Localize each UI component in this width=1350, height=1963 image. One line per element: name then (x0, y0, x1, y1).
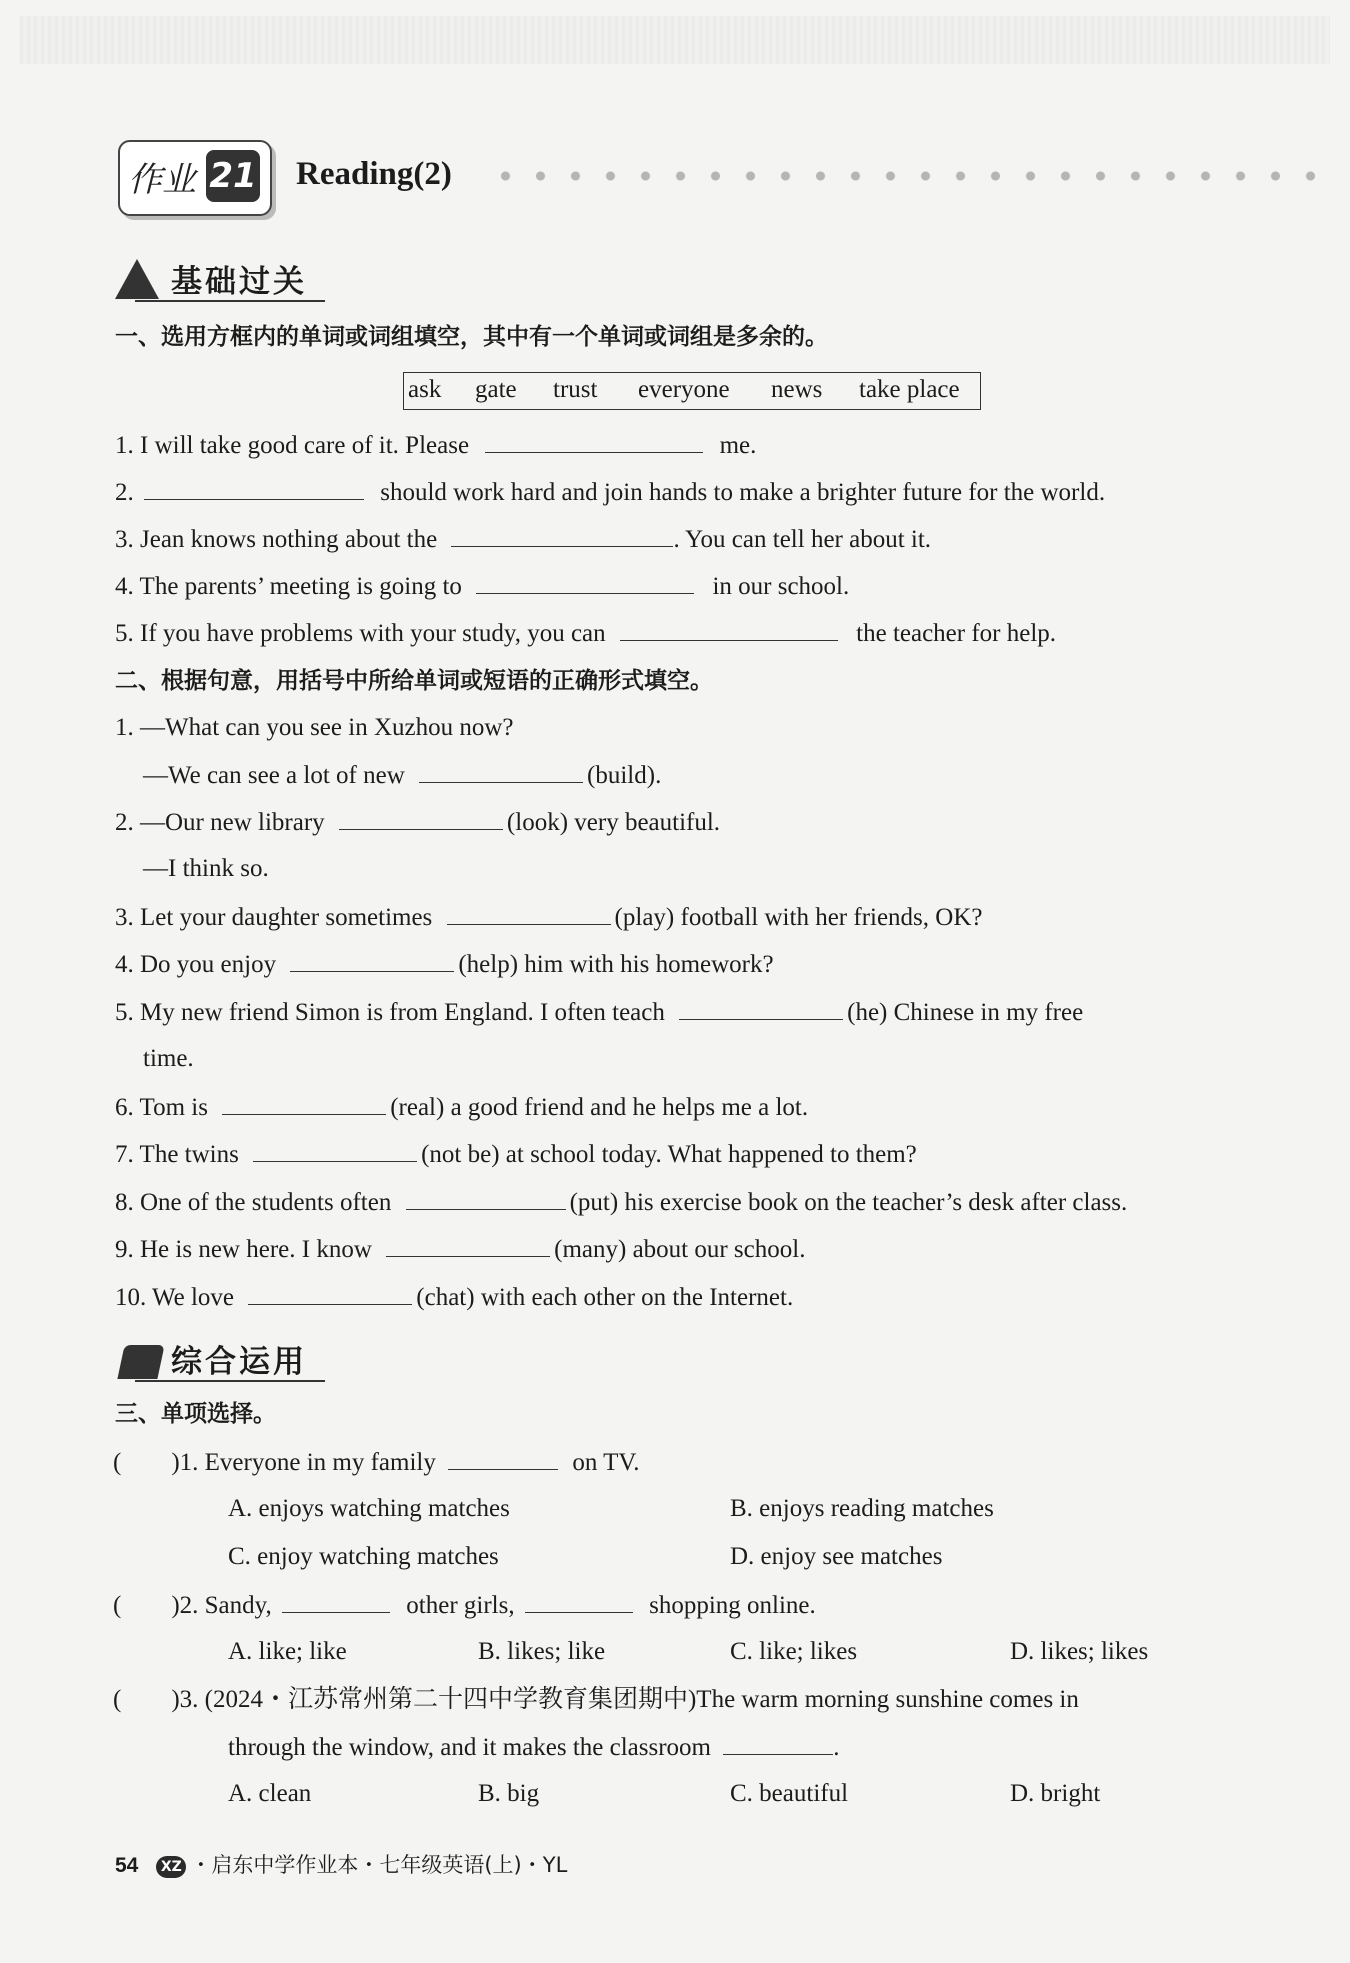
heading-underline (135, 1380, 325, 1382)
question-text: through the window, and it makes the classroom (228, 1734, 712, 1761)
question-text: 5. My new friend Simon is from England. I often teach (115, 999, 665, 1026)
question-line (115, 995, 1083, 1030)
answer-blank[interactable] (476, 569, 694, 594)
option[interactable]: B. enjoys reading matches (730, 1495, 994, 1522)
answer-blank[interactable] (386, 1232, 550, 1257)
publisher-logo-icon: XZ (156, 1856, 186, 1878)
question-text: (build). (587, 762, 662, 789)
question-text: (play) football with her friends, OK? (614, 904, 983, 931)
option[interactable]: C. like; likes (730, 1638, 858, 1665)
answer-blank[interactable] (485, 428, 703, 453)
badge-number: 21 (206, 150, 260, 202)
question-line (115, 900, 983, 935)
option[interactable]: D. bright (1010, 1780, 1101, 1807)
word-bank-item: news (771, 376, 823, 403)
answer-blank[interactable] (406, 1185, 566, 1210)
word-bank-item: trust (553, 376, 598, 403)
answer-blank[interactable] (290, 947, 454, 972)
question-line (115, 616, 1056, 651)
question-text: (real) a good friend and he helps me a lot. (390, 1094, 809, 1121)
question-text: (look) very beautiful. (506, 809, 721, 836)
pen-icon (117, 1345, 164, 1379)
answer-blank[interactable] (222, 1090, 386, 1115)
page-footer (115, 1848, 567, 1883)
question-text: 5. If you have problems with your study, you can (115, 620, 606, 647)
question-text: 8. One of the students often (115, 1189, 392, 1216)
part3-instruction: 三、单项选择。 (115, 1401, 276, 1427)
question-line (115, 947, 774, 982)
answer-blank[interactable] (253, 1137, 417, 1162)
question-text: 3. Jean knows nothing about the (115, 526, 438, 553)
dot-divider (488, 170, 1333, 182)
question-text: 3. Let your daughter sometimes (115, 904, 433, 931)
answer-blank[interactable] (248, 1280, 412, 1305)
question-text: other girls, (406, 1592, 515, 1619)
section-heading-label: 基础过关 (171, 264, 307, 300)
question-text: 4. The parents’ meeting is going to (115, 573, 462, 600)
question-text: on TV. (572, 1449, 640, 1476)
word-bank-item: take place (859, 376, 960, 403)
question-text: —We can see a lot of new (143, 762, 405, 789)
question-line (115, 1280, 793, 1315)
option[interactable]: A. enjoys watching matches (228, 1495, 510, 1522)
word-bank-item: gate (475, 376, 517, 403)
question-text: 10. We love (115, 1284, 235, 1311)
question-text: (not be) at school today. What happened to them? (421, 1141, 917, 1168)
question-text: 4. Do you enjoy (115, 951, 277, 978)
question-line (115, 805, 720, 840)
word-bank-item: ask (408, 376, 442, 403)
question-line: time. (143, 1045, 194, 1072)
option[interactable]: A. like; like (228, 1638, 347, 1665)
option[interactable]: D. enjoy see matches (730, 1543, 943, 1570)
question-line: 1. —What can you see in Xuzhou now? (115, 714, 514, 741)
question-text: should work hard and join hands to make a brighter future for the world. (380, 479, 1106, 506)
section-heading-basic (115, 254, 325, 302)
answer-blank[interactable] (339, 805, 503, 830)
option[interactable]: C. enjoy watching matches (228, 1543, 499, 1570)
question-text: (help) him with his homework? (458, 951, 774, 978)
question-line (228, 1730, 840, 1765)
badge-label: 作业 (128, 160, 196, 200)
book-title: ・启东中学作业本・七年级英语(上)・YL (190, 1853, 568, 1877)
question-line (115, 475, 1105, 510)
question-text: (chat) with each other on the Internet. (416, 1284, 794, 1311)
question-line (115, 1232, 805, 1267)
section-heading-comprehensive (115, 1334, 325, 1382)
answer-blank[interactable] (144, 475, 364, 500)
answer-blank[interactable] (447, 900, 611, 925)
option[interactable]: B. big (478, 1780, 540, 1807)
part1-instruction: 一、选用方框内的单词或词组填空，其中有一个单词或词组是多余的。 (115, 324, 828, 350)
question-text: shopping online. (649, 1592, 816, 1619)
question-text: (many) about our school. (554, 1236, 806, 1263)
answer-blank[interactable] (282, 1588, 390, 1613)
mc-question (113, 1445, 640, 1480)
option[interactable]: C. beautiful (730, 1780, 849, 1807)
question-line (115, 1090, 808, 1125)
question-text: . You can tell her about it. (673, 526, 932, 553)
question-text: 7. The twins (115, 1141, 239, 1168)
page-number: 54 (115, 1854, 139, 1877)
question-line (115, 1137, 917, 1172)
question-text: in our school. (712, 573, 850, 600)
question-line (115, 569, 849, 604)
option[interactable]: B. likes; like (478, 1638, 606, 1665)
question-text: . (833, 1734, 840, 1761)
question-text: the teacher for help. (856, 620, 1057, 647)
question-text: ( )2. Sandy, (113, 1592, 272, 1619)
section-heading-label: 综合运用 (171, 1344, 307, 1380)
question-line (143, 758, 661, 793)
answer-blank[interactable] (679, 995, 843, 1020)
question-text: 6. Tom is (115, 1094, 208, 1121)
question-line: —I think so. (143, 855, 269, 882)
question-line (115, 428, 756, 463)
part2-instruction: 二、根据句意，用括号中所给单词或短语的正确形式填空。 (115, 668, 713, 694)
answer-blank[interactable] (419, 758, 583, 783)
question-text: me. (719, 432, 757, 459)
word-bank-item: everyone (638, 376, 730, 403)
option[interactable]: A. clean (228, 1780, 312, 1807)
question-line (115, 1185, 1127, 1220)
page-title: Reading(2) (296, 156, 452, 192)
mc-question: ( )3. (2024・江苏常州第二十四中学教育集团期中)The warm morning sunshine comes in (113, 1686, 1079, 1713)
answer-blank[interactable] (723, 1730, 833, 1755)
question-text: (put) his exercise book on the teacher’s desk after class. (569, 1189, 1128, 1216)
mc-question (113, 1588, 816, 1623)
question-text: 9. He is new here. I know (115, 1236, 372, 1263)
answer-blank[interactable] (525, 1588, 633, 1613)
homework-badge (118, 140, 274, 218)
question-text: (he) Chinese in my free (847, 999, 1084, 1026)
question-text: 1. I will take good care of it. Please (115, 432, 470, 459)
heading-underline (135, 300, 325, 302)
word-box (403, 372, 981, 410)
answer-blank[interactable] (451, 522, 673, 547)
triangle-icon (115, 259, 159, 299)
question-text: 2. —Our new library (115, 809, 325, 836)
option[interactable]: D. likes; likes (1010, 1638, 1149, 1665)
question-line (115, 522, 931, 557)
answer-blank[interactable] (620, 616, 838, 641)
question-text: 2. (115, 479, 134, 506)
answer-blank[interactable] (448, 1445, 558, 1470)
question-text: ( )1. Everyone in my family (113, 1449, 436, 1476)
